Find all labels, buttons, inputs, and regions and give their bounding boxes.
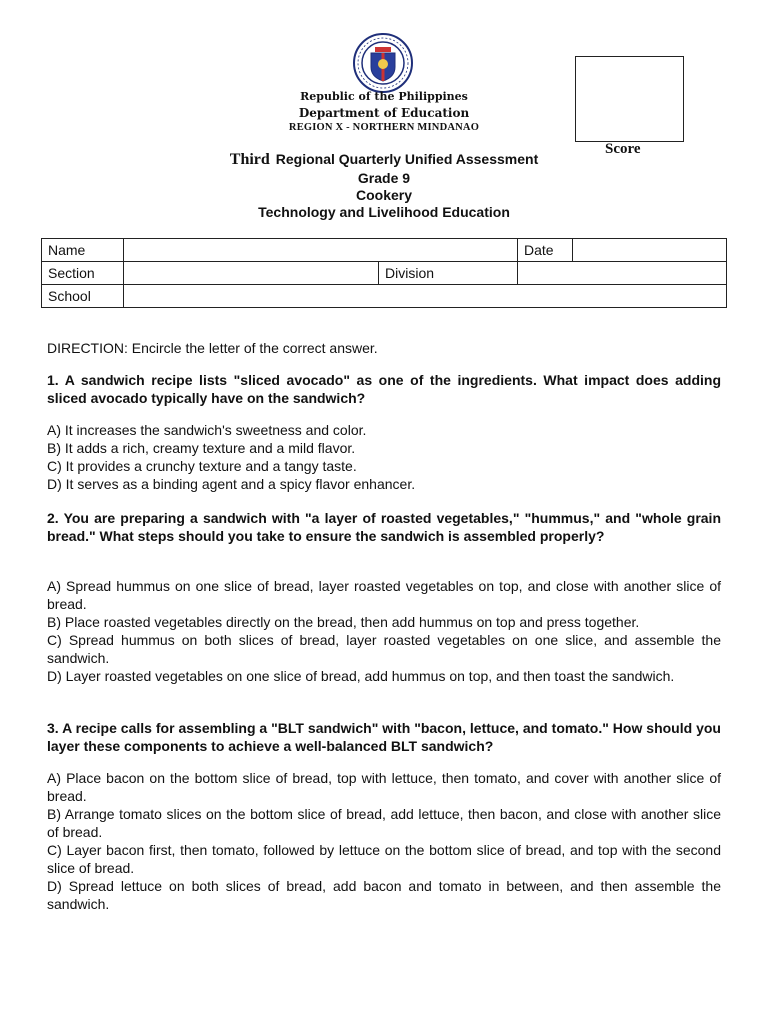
option-a[interactable]: A) It increases the sandwich's sweetness and color.	[47, 422, 367, 438]
question-2-options	[47, 577, 721, 685]
question-3-options	[47, 769, 721, 913]
student-info-table	[41, 238, 727, 308]
subject-label: Cookery	[355, 187, 413, 203]
division-label: Division	[379, 262, 518, 285]
date-cell	[518, 239, 727, 262]
option-b[interactable]: B) Place roasted vegetables directly on the bread, then add hummus on top and press together.	[47, 614, 640, 630]
school-label: School	[42, 285, 124, 308]
option-b[interactable]: B) Arrange tomato slices on the bottom slice of bread, add lettuce, then bacon, and close with another slice of bread.	[47, 806, 721, 840]
question-1-options	[47, 421, 721, 493]
deped-seal-icon	[353, 33, 413, 93]
assessment-label: Regional Quarterly Unified Assessment	[275, 151, 539, 167]
region-heading: REGION X - NORTHERN MINDANAO	[288, 122, 480, 133]
option-c[interactable]: C) Layer bacon first, then tomato, followed by lettuce on the bottom slice of bread, and top with the second slice of bread.	[47, 842, 721, 876]
question-3: 3. A recipe calls for assembling a "BLT sandwich" with "bacon, lettuce, and tomato." How should you layer these components to achieve a well-balanced BLT sandwich?	[47, 720, 721, 754]
area-label: Technology and Livelihood Education	[258, 204, 510, 220]
option-d[interactable]: D) Spread lettuce on both slices of bread, add bacon and tomato in between, and then assemble the sandwich.	[47, 878, 721, 912]
republic-heading: Republic of the Philippines	[300, 90, 468, 103]
date-field[interactable]	[573, 239, 726, 261]
direction-text: DIRECTION: Encircle the letter of the correct answer.	[47, 340, 378, 356]
department-heading: Department of Education	[298, 106, 470, 120]
option-a[interactable]: A) Spread hummus on one slice of bread, layer roasted vegetables on top, and close with another slice of bread.	[47, 578, 721, 612]
question-2: 2. You are preparing a sandwich with "a layer of roasted vegetables," "hummus," and "whole grain bread." What steps should you take to ensure the sandwich is assembled properly?	[47, 510, 721, 544]
option-d[interactable]: D) Layer roasted vegetables on one slice of bread, add hummus on top, and then toast the sandwich.	[47, 668, 675, 684]
grade-label: Grade 9	[357, 170, 411, 186]
option-c[interactable]: C) It provides a crunchy texture and a tangy taste.	[47, 458, 357, 474]
option-d[interactable]: D) It serves as a binding agent and a spicy flavor enhancer.	[47, 476, 416, 492]
option-a[interactable]: A) Place bacon on the bottom slice of bread, top with lettuce, then tomato, and cover with another slice of bread.	[47, 770, 721, 804]
division-field[interactable]	[518, 262, 727, 285]
section-field[interactable]	[124, 262, 379, 285]
name-field[interactable]	[124, 239, 518, 262]
table-row	[42, 239, 727, 262]
name-label: Name	[42, 239, 124, 262]
school-field[interactable]	[124, 285, 727, 308]
score-box[interactable]	[575, 56, 684, 142]
option-c[interactable]: C) Spread hummus on both slices of bread, layer roasted vegetables on one slice, and assemble the sandwich.	[47, 632, 721, 666]
assessment-title	[0, 151, 768, 169]
score-label: Score	[605, 141, 641, 157]
table-row	[42, 262, 727, 285]
section-label: Section	[42, 262, 124, 285]
option-b[interactable]: B) It adds a rich, creamy texture and a mild flavor.	[47, 440, 356, 456]
quarter-label: Third	[229, 151, 270, 168]
table-row	[42, 285, 727, 308]
question-1: 1. A sandwich recipe lists "sliced avocado" as one of the ingredients. What impact does adding sliced avocado typically have on the sandwich?	[47, 372, 721, 406]
date-label: Date	[518, 239, 573, 261]
